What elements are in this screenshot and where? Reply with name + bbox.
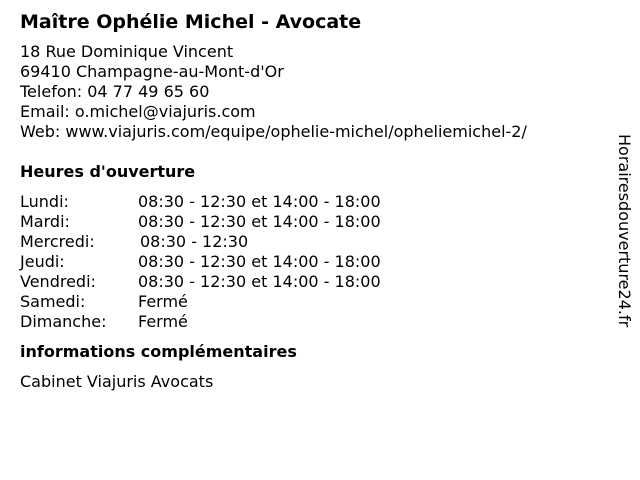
day-hours: 08:30 - 12:30 et 14:00 - 18:00 bbox=[138, 212, 381, 231]
day-label: Samedi: bbox=[20, 292, 86, 311]
hours-row-thursday bbox=[20, 252, 610, 272]
phone-line: Telefon: 04 77 49 65 60 bbox=[20, 82, 210, 101]
business-card bbox=[20, 10, 610, 392]
day-label: Dimanche: bbox=[20, 312, 107, 331]
day-hours: 08:30 - 12:30 bbox=[140, 232, 249, 251]
day-label: Mardi: bbox=[20, 212, 70, 231]
additional-info-text: Cabinet Viajuris Avocats bbox=[20, 372, 214, 391]
contact-block bbox=[20, 42, 610, 142]
day-hours: 08:30 - 12:30 et 14:00 - 18:00 bbox=[138, 252, 381, 271]
site-watermark: Horairesdouverture24.fr bbox=[615, 134, 634, 328]
day-label: Lundi: bbox=[20, 192, 69, 211]
day-hours: 08:30 - 12:30 et 14:00 - 18:00 bbox=[138, 272, 381, 291]
day-label: Vendredi: bbox=[20, 272, 96, 291]
hours-row-friday bbox=[20, 272, 610, 292]
day-label: Jeudi: bbox=[20, 252, 65, 271]
day-hours: Fermé bbox=[138, 312, 188, 331]
hours-row-wednesday bbox=[20, 232, 610, 252]
opening-hours-heading: Heures d'ouverture bbox=[20, 162, 196, 181]
opening-hours-table bbox=[20, 192, 610, 332]
web-line: Web: www.viajuris.com/equipe/ophelie-michel/opheliemichel-2/ bbox=[20, 122, 527, 141]
hours-row-monday bbox=[20, 192, 610, 212]
email-line: Email: o.michel@viajuris.com bbox=[20, 102, 256, 121]
additional-info-heading: informations complémentaires bbox=[20, 342, 297, 361]
address-city: 69410 Champagne-au-Mont-d'Or bbox=[20, 62, 284, 81]
address-street: 18 Rue Dominique Vincent bbox=[20, 42, 234, 61]
hours-row-sunday bbox=[20, 312, 610, 332]
day-hours: Fermé bbox=[138, 292, 188, 311]
hours-row-saturday bbox=[20, 292, 610, 312]
day-hours: 08:30 - 12:30 et 14:00 - 18:00 bbox=[138, 192, 381, 211]
hours-row-tuesday bbox=[20, 212, 610, 232]
page-title: Maître Ophélie Michel - Avocate bbox=[20, 11, 362, 33]
day-label: Mercredi: bbox=[20, 232, 95, 251]
